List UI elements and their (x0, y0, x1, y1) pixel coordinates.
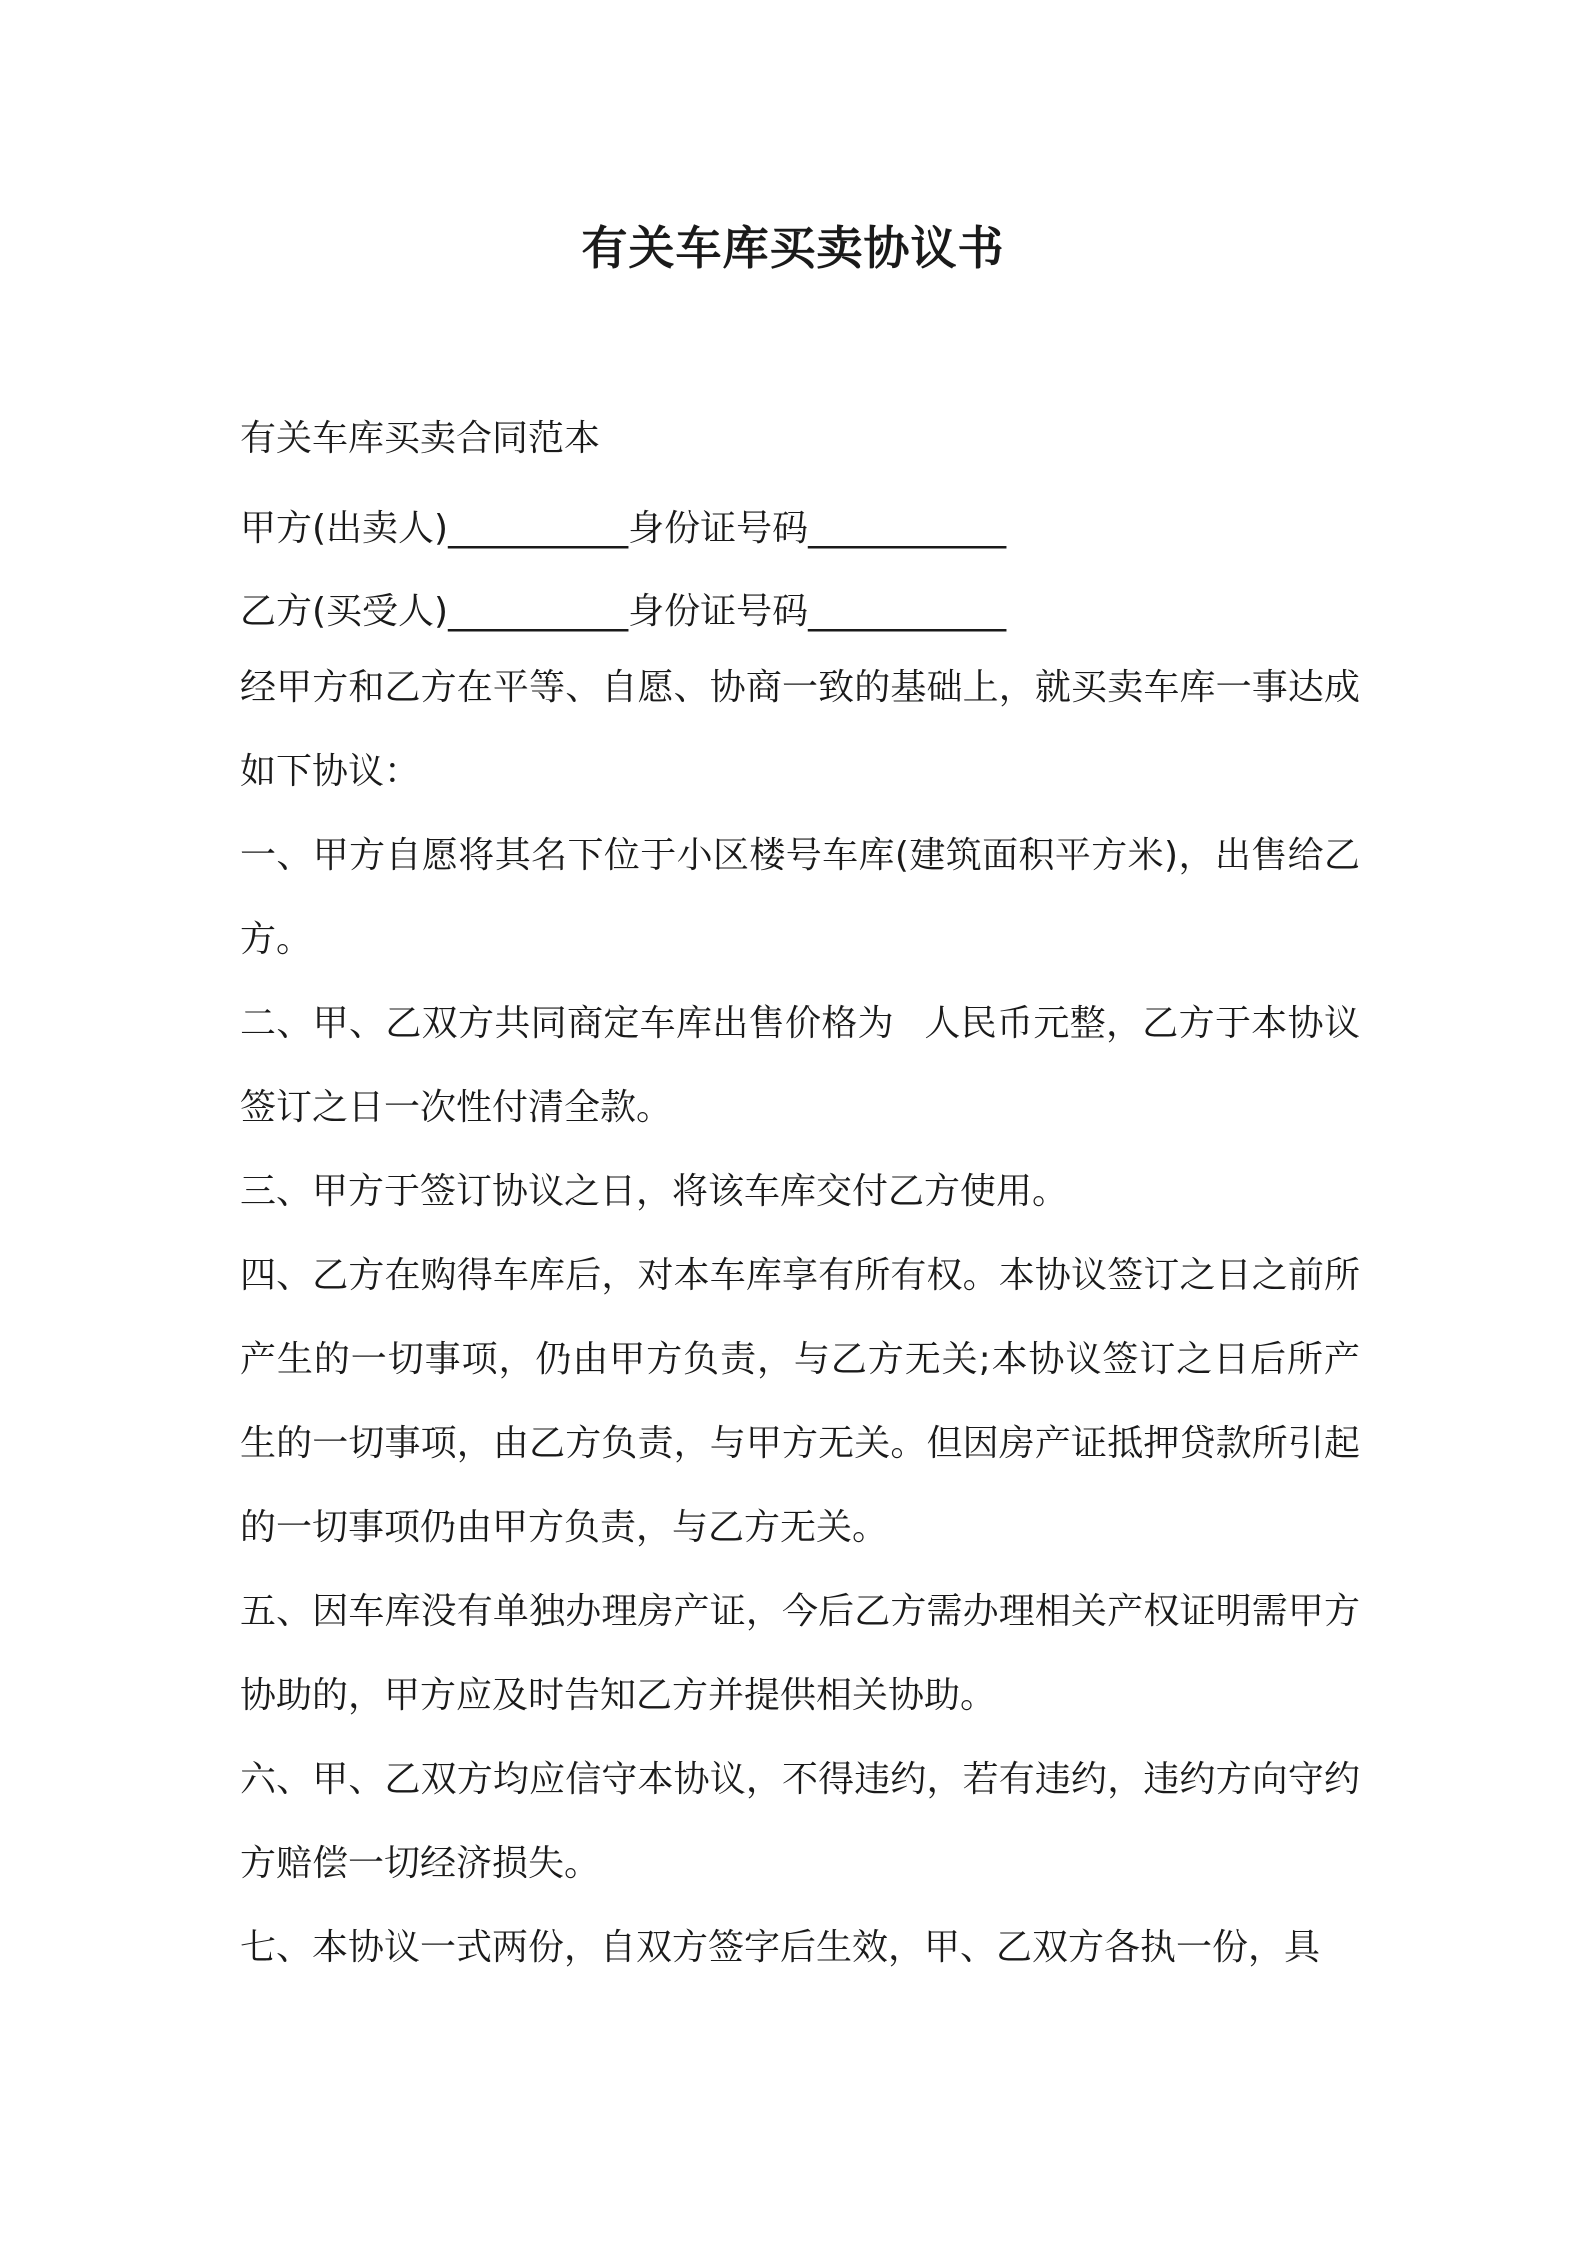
clause-2 (240, 982, 1360, 1150)
preamble: 经甲方和乙方在平等、自愿、协商一致的基础上，就买卖车库一事达成如下协议： (240, 667, 1360, 792)
party-b-line: 乙方(买受人)__________身份证号码___________ (240, 591, 1007, 632)
party-a-line: 甲方(出卖人)__________身份证号码___________ (240, 508, 1007, 549)
document-title: 有关车库买卖协议书 (581, 221, 1005, 275)
clause-2-head: 二、甲、乙双方共同商定车库出售价格为 (240, 1003, 894, 1044)
clause-3: 三、甲方于签订协议之日，将该车库交付乙方使用。 (240, 1171, 1069, 1212)
clause-7: 七、本协议一式两份，自双方签字后生效，甲、乙双方各执一份，具 (240, 1927, 1321, 1968)
clause-2-tail: 人民币元整，乙方于本协议签订之日一次性付清全款。 (240, 1003, 1360, 1128)
document-subtitle: 有关车库买卖合同范本 (240, 418, 601, 459)
clause-4: 四、乙方在购得车库后，对本车库享有所有权。本协议签订之日之前所产生的一切事项，仍由甲方负责，与乙方无关;本协议签订之日后所产生的一切事项，由乙方负责，与甲方无关。但因房产证抵押贷款所引起的一切事项仍由甲方负责，与乙方无关。 (240, 1255, 1360, 1548)
clause-5: 五、因车库没有单独办理房产证，今后乙方需办理相关产权证明需甲方协助的，甲方应及时告知乙方并提供相关协助。 (240, 1591, 1360, 1716)
clause-1: 一、甲方自愿将其名下位于小区楼号车库(建筑面积平方米)，出售给乙方。 (240, 835, 1360, 960)
clause-6: 六、甲、乙双方均应信守本协议，不得违约，若有违约，违约方向守约方赔偿一切经济损失。 (240, 1759, 1360, 1884)
agreement-body (240, 646, 1360, 1990)
